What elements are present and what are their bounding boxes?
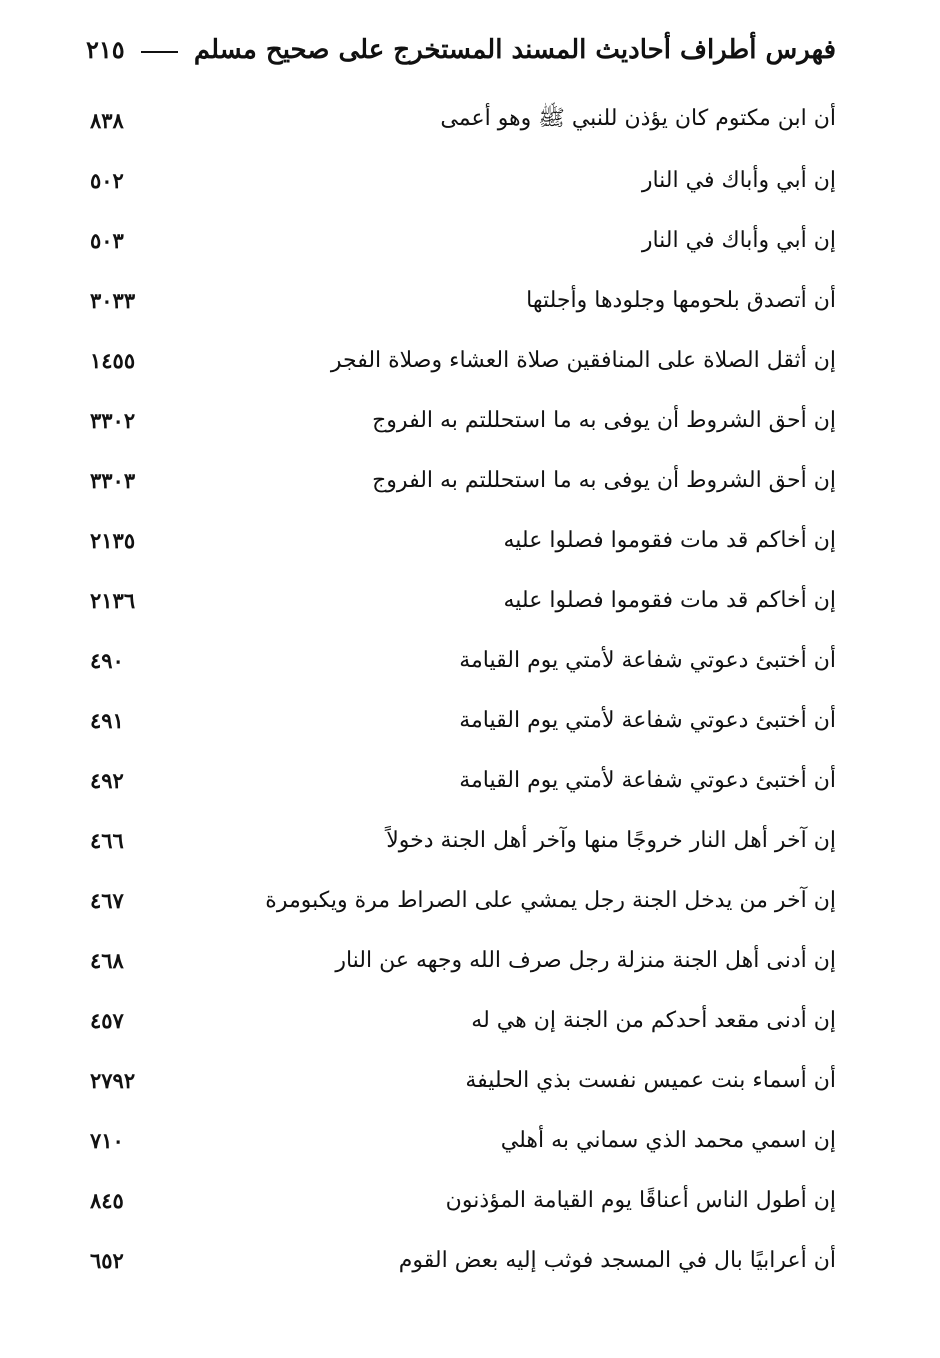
entry-number: ٣٣٠٣ [90, 467, 136, 493]
entry-number: ١٤٥٥ [90, 347, 136, 373]
index-entry [90, 1230, 836, 1290]
index-entry [90, 930, 836, 990]
index-entry [90, 270, 836, 330]
entry-number: ٦٥٢ [90, 1247, 124, 1273]
running-header [86, 28, 836, 72]
entry-text: إن أدنى أهل الجنة منزلة رجل صرف الله وجهه عن النار [335, 947, 836, 973]
index-entry [90, 870, 836, 930]
entry-text: إن أحق الشروط أن يوفى به ما استحللتم به الفروج [372, 407, 836, 433]
index-entry [90, 990, 836, 1050]
index-entry [90, 1050, 836, 1110]
entry-number: ٤٩٠ [90, 647, 124, 673]
index-entry [90, 390, 836, 450]
entry-text: أن ابن مكتوم كان يؤذن للنبي ﷺ وهو أعمى [440, 106, 836, 131]
entry-text: أن أختبئ دعوتي شفاعة لأمتي يوم القيامة [459, 647, 836, 673]
entry-text: أن أختبئ دعوتي شفاعة لأمتي يوم القيامة [459, 707, 836, 733]
index-entry [90, 330, 836, 390]
page-number: ٢١٥ [86, 35, 125, 64]
entry-number: ٣٣٠٢ [90, 407, 136, 433]
entry-number: ٨٤٥ [90, 1187, 124, 1213]
entry-text: أن أتصدق بلحومها وجلودها وأجلتها [526, 287, 836, 313]
entry-number: ٨٣٨ [90, 107, 124, 133]
entry-text: إن اسمي محمد الذي سماني به أهلي [500, 1127, 836, 1153]
header-rule [141, 51, 178, 53]
index-entry [90, 690, 836, 750]
entry-number: ٤٦٦ [90, 827, 124, 853]
entry-text: إن أبي وأباك في النار [641, 227, 836, 253]
entry-text: إن أدنى مقعد أحدكم من الجنة إن هي له [471, 1007, 836, 1033]
index-entry [90, 1110, 836, 1170]
entry-number: ٧١٠ [90, 1127, 124, 1153]
entry-number: ٢١٣٥ [90, 527, 136, 553]
entry-number: ٤٩١ [90, 707, 124, 733]
index-entry [90, 510, 836, 570]
index-entry [90, 810, 836, 870]
entry-text: إن أثقل الصلاة على المنافقين صلاة العشاء وصلاة الفجر [330, 347, 836, 373]
index-entry [90, 750, 836, 810]
entry-number: ٣٠٣٣ [90, 287, 136, 313]
entry-number: ٤٩٢ [90, 767, 124, 793]
entry-text: إن أحق الشروط أن يوفى به ما استحللتم به الفروج [372, 467, 836, 493]
entry-number: ٤٦٧ [90, 887, 124, 913]
index-entries [90, 90, 836, 1290]
entry-number: ٤٦٨ [90, 947, 124, 973]
entry-text: إن آخر من يدخل الجنة رجل يمشي على الصراط مرة ويكبومرة [265, 887, 836, 913]
entry-text: أن أعرابيًا بال في المسجد فوثب إليه بعض القوم [398, 1247, 836, 1273]
index-entry [90, 90, 836, 150]
index-entry [90, 150, 836, 210]
entry-text: إن أخاكم قد مات فقوموا فصلوا عليه [503, 527, 836, 553]
index-entry [90, 210, 836, 270]
index-entry [90, 630, 836, 690]
entry-number: ٤٥٧ [90, 1007, 124, 1033]
index-entry [90, 1170, 836, 1230]
entry-number: ٥٠٣ [90, 227, 124, 253]
entry-text: أن أسماء بنت عميس نفست بذي الحليفة [465, 1067, 836, 1093]
header-title: فهرس أطراف أحاديث المسند المستخرج على صحيح مسلم [193, 35, 836, 65]
entry-text: إن أطول الناس أعناقًا يوم القيامة المؤذنون [445, 1187, 836, 1213]
entry-text: أن أختبئ دعوتي شفاعة لأمتي يوم القيامة [459, 767, 836, 793]
entry-text: إن أخاكم قد مات فقوموا فصلوا عليه [503, 587, 836, 613]
entry-text: إن آخر أهل النار خروجًا منها وآخر أهل الجنة دخولاً [386, 827, 836, 853]
index-entry [90, 570, 836, 630]
entry-number: ٥٠٢ [90, 167, 124, 193]
index-entry [90, 450, 836, 510]
entry-number: ٢١٣٦ [90, 587, 136, 613]
entry-text: إن أبي وأباك في النار [641, 167, 836, 193]
entry-number: ٢٧٩٢ [90, 1067, 136, 1093]
